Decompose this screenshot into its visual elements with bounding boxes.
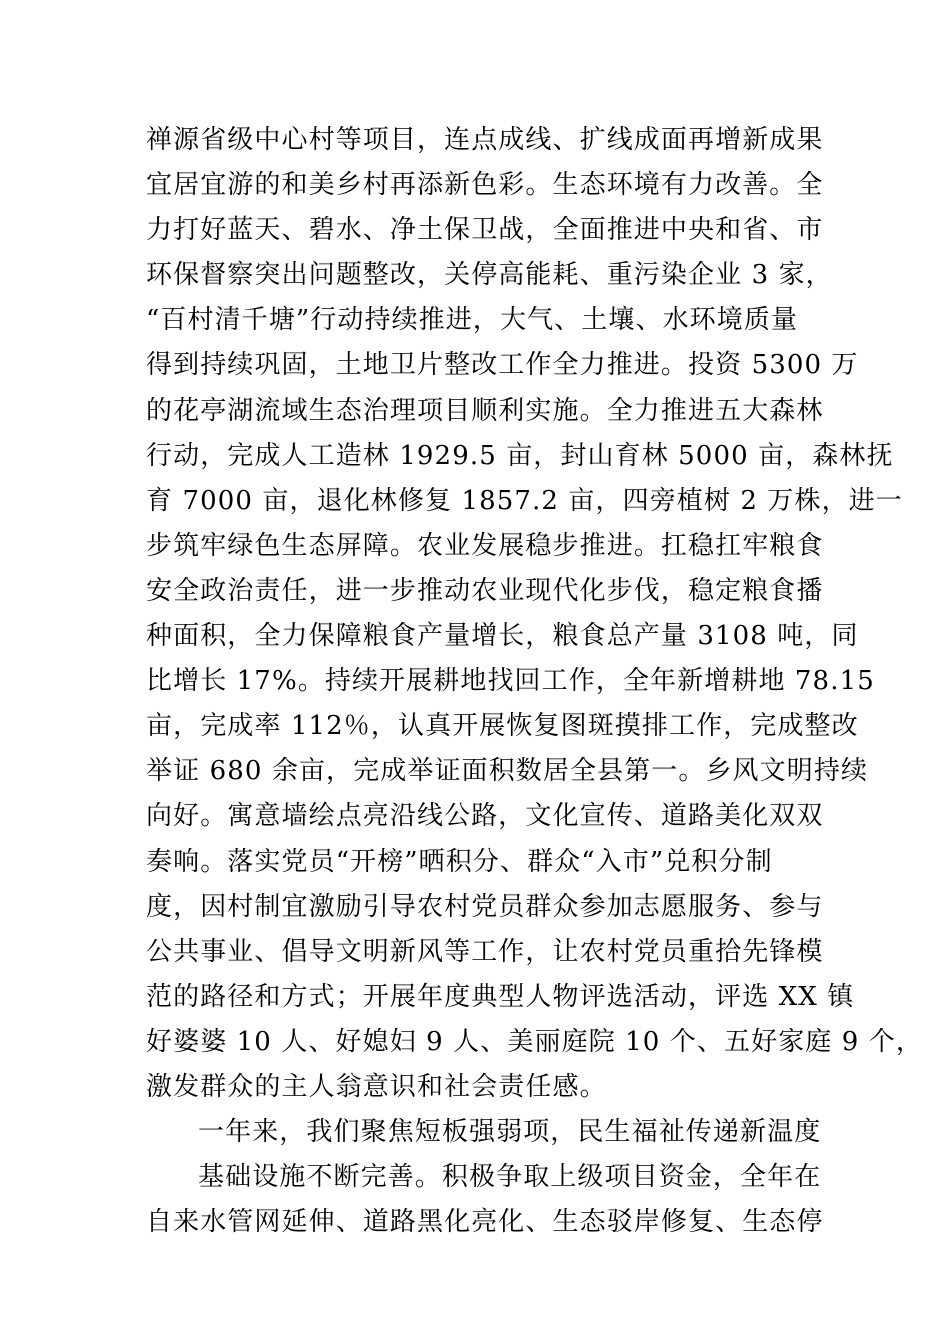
text-line: 环保督察突出问题整改，关停高能耗、重污染企业 3 家， (146, 260, 833, 291)
text-line: 奏响。落实党员“开榜”晒积分、群众“入市”兑积分制 (146, 846, 773, 877)
text-line: 范的路径和方式；开展年度典型人物评选活动，评选 XX 镇 (146, 981, 855, 1012)
text-line: 度，因村制宜激励引导农村党员群众参加志愿服务、参与 (146, 891, 824, 922)
text-line: 举证 680 余亩，完成举证面积数居全县第一。乡风文明持续 (146, 756, 869, 787)
text-line: 行动，完成人工造林 1929.5 亩，封山育林 5000 亩，森林抚 (146, 440, 894, 471)
text-line: 步筑牢绿色生态屏障。农业发展稳步推进。扛稳扛牢粮食 (146, 530, 824, 561)
text-line: 好婆婆 10 人、好媳妇 9 人、美丽庭院 10 个、五好家庭 9 个， (146, 1026, 923, 1057)
text-line: 的花亭湖流域生态治理项目顺利实施。全力推进五大森林 (146, 395, 824, 426)
text-line: 亩，完成率 112％，认真开展恢复图斑摸排工作，完成整改 (146, 711, 859, 742)
text-line: “百村清千塘”行动持续推进，大气、土壤、水环境质量 (146, 305, 799, 336)
text-line: 禅源省级中心村等项目，连点成线、扩线成面再增新成果 (146, 125, 824, 155)
body-text (146, 118, 923, 1245)
text-line: 宜居宜游的和美乡村再添新色彩。生态环境有力改善。全 (146, 170, 824, 201)
paragraph-start-line: 基础设施不断完善。积极争取上级项目资金，全年在 (198, 1162, 822, 1193)
text-line: 育 7000 亩，退化林修复 1857.2 亩，四旁植树 2 万株，进一 (146, 485, 903, 516)
text-line: 比增长 17%。持续开展耕地找回工作，全年新增耕地 78.15 (146, 666, 875, 697)
text-line: 力打好蓝天、碧水、净土保卫战，全面推进中央和省、市 (146, 215, 824, 246)
text-line: 自来水管网延伸、道路黑化亮化、生态驳岸修复、生态停 (146, 1207, 824, 1238)
text-line: 公共事业、倡导文明新风等工作，让农村党员重拾先锋模 (146, 936, 824, 967)
section-heading: 一年来，我们聚焦短板强弱项，民生福祉传递新温度 (198, 1117, 822, 1148)
text-line: 得到持续巩固，土地卫片整改工作全力推进。投资 5300 万 (146, 350, 859, 381)
text-line: 种面积，全力保障粮食产量增长，粮食总产量 3108 吨，同 (146, 621, 859, 652)
text-line: 激发群众的主人翁意识和社会责任感。 (146, 1071, 607, 1102)
text-line: 安全政治责任，进一步推动农业现代化步伐，稳定粮食播 (146, 575, 824, 606)
text-line: 向好。寓意墙绘点亮沿线公路，文化宣传、道路美化双双 (146, 801, 824, 832)
